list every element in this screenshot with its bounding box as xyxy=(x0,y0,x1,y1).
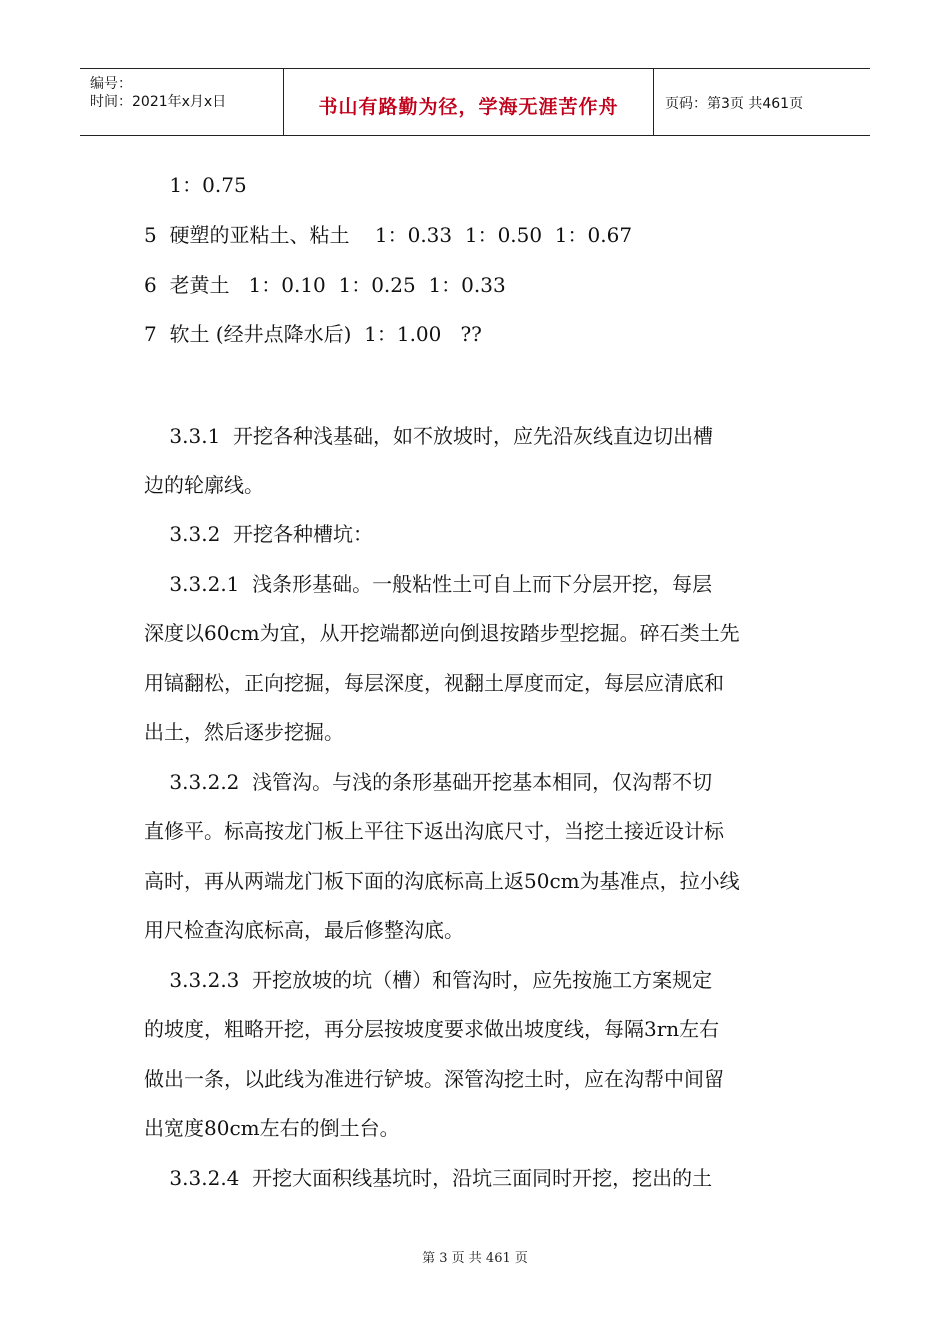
paragraph-line: 3.3.2.4 开挖大面积线基坑时，沿坑三面同时开挖，挖出的土 xyxy=(144,1166,713,1190)
paragraph-line: 边的轮廓线。 xyxy=(144,473,264,497)
document-date: 时间：2021年x月x日 xyxy=(90,94,227,110)
paragraph-line: 3.3.2.1 浅条形基础。一般粘性土可自上而下分层开挖，每层 xyxy=(144,572,713,596)
paragraph-line: 的坡度，粗略开挖，再分层按坡度要求做出坡度线，每隔3rn左右 xyxy=(144,1017,720,1041)
paragraph-line: 3.3.2.3 开挖放坡的坑（槽）和管沟时，应先按施工方案规定 xyxy=(144,968,713,992)
slope-ratio-line: 1：0.75 xyxy=(144,173,247,197)
slope-table-row-7: 7 软土 (经井点降水后) 1：1.00 ?? xyxy=(144,322,482,346)
header-motto-cell xyxy=(283,69,654,135)
slope-table-row-6: 6 老黄土 1：0.10 1：0.25 1：0.33 xyxy=(144,273,506,297)
paragraph-line: 做出一条，以此线为准进行铲坡。深管沟挖土时，应在沟帮中间留 xyxy=(144,1067,724,1091)
header-page-number: 页码：第3页 共461页 xyxy=(665,96,804,112)
header-meta-cell xyxy=(80,69,283,135)
header-page-cell xyxy=(654,69,870,135)
paragraph-line: 直修平。标高按龙门板上平往下返出沟底尺寸，当挖土接近设计标 xyxy=(144,819,724,843)
paragraph-line: 3.3.2 开挖各种槽坑： xyxy=(144,522,374,546)
slope-table-row-5: 5 硬塑的亚粘土、粘土 1：0.33 1：0.50 1：0.67 xyxy=(144,223,633,247)
page-footer: 第 3 页 共 461 页 xyxy=(422,1251,528,1266)
paragraph-line: 高时，再从两端龙门板下面的沟底标高上返50cm为基准点，拉小线 xyxy=(144,869,740,893)
paragraph-line: 深度以60cm为宜，从开挖端都逆向倒退按踏步型挖掘。碎石类土先 xyxy=(144,621,740,645)
paragraph-line: 出宽度80cm左右的倒土台。 xyxy=(144,1116,400,1140)
paragraph-line: 出土，然后逐步挖掘。 xyxy=(144,720,344,744)
paragraph-line: 3.3.2.2 浅管沟。与浅的条形基础开挖基本相同，仅沟帮不切 xyxy=(144,770,713,794)
paragraph-line: 3.3.1 开挖各种浅基础，如不放坡时，应先沿灰线直边切出槽 xyxy=(144,424,714,448)
paragraph-line: 用镐翻松，正向挖掘，每层深度，视翻土厚度而定，每层应清底和 xyxy=(144,671,724,695)
header-motto: 书山有路勤为径，学海无涯苦作舟 xyxy=(318,96,619,118)
paragraph-line: 用尺检查沟底标高，最后修整沟底。 xyxy=(144,918,464,942)
page-header xyxy=(80,68,870,136)
document-number: 编号： xyxy=(90,76,132,92)
